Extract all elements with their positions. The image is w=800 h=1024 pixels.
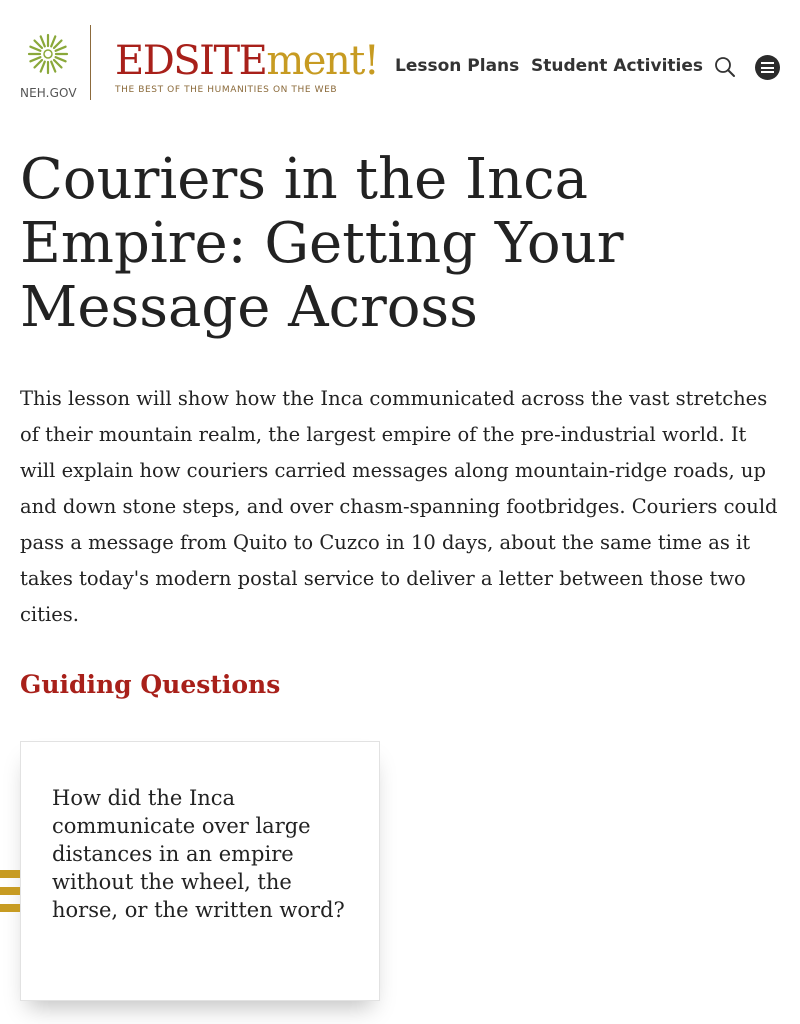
edsitement-wordmark [115,38,378,84]
question-card [20,741,380,1001]
edsitement-logo-link[interactable] [115,38,378,95]
site-header [0,0,800,120]
neh-label: NEH.GOV [20,86,77,100]
decorative-gold-bars [0,870,20,912]
gold-bar [0,904,20,912]
wordmark-ment: ment! [266,38,379,84]
page-title: Couriers in the Inca Empire: Getting Your Message Across [20,147,624,340]
wordmark-edsite: EDSITE [115,38,267,84]
guiding-questions-heading: Guiding Questions [20,670,281,699]
lesson-intro: This lesson will show how the Inca communicated across the vast stretches of their mountain realm, the largest empire of the pre-industrial world. It will explain how couriers carried messages along mountain-ridge roads, up and down stone steps, and over chasm-spanning footbridges. Couriers could pass a message from Quito to Cuzco in 10 days, about the same time as it takes today's modern postal service to deliver a letter between those two cities. [20,387,778,626]
search-button[interactable] [714,56,736,78]
gold-bar [0,870,20,878]
site-tagline: THE BEST OF THE HUMANITIES ON THE WEB [115,85,338,95]
menu-icon-line [761,71,774,73]
nav-student-activities[interactable]: Student Activities [531,56,704,76]
menu-button[interactable] [755,55,780,80]
question-text: How did the Inca communicate over large distances in an empire without the wheel, the horse, or the written word? [52,786,345,922]
logo-divider [90,25,91,100]
search-icon [714,56,736,78]
neh-flower-icon [26,32,70,76]
nav-lesson-plans[interactable]: Lesson Plans [395,56,520,76]
menu-icon [761,62,774,64]
neh-logo-link[interactable] [20,32,76,100]
gold-bar [0,887,20,895]
menu-icon-line [761,67,774,69]
